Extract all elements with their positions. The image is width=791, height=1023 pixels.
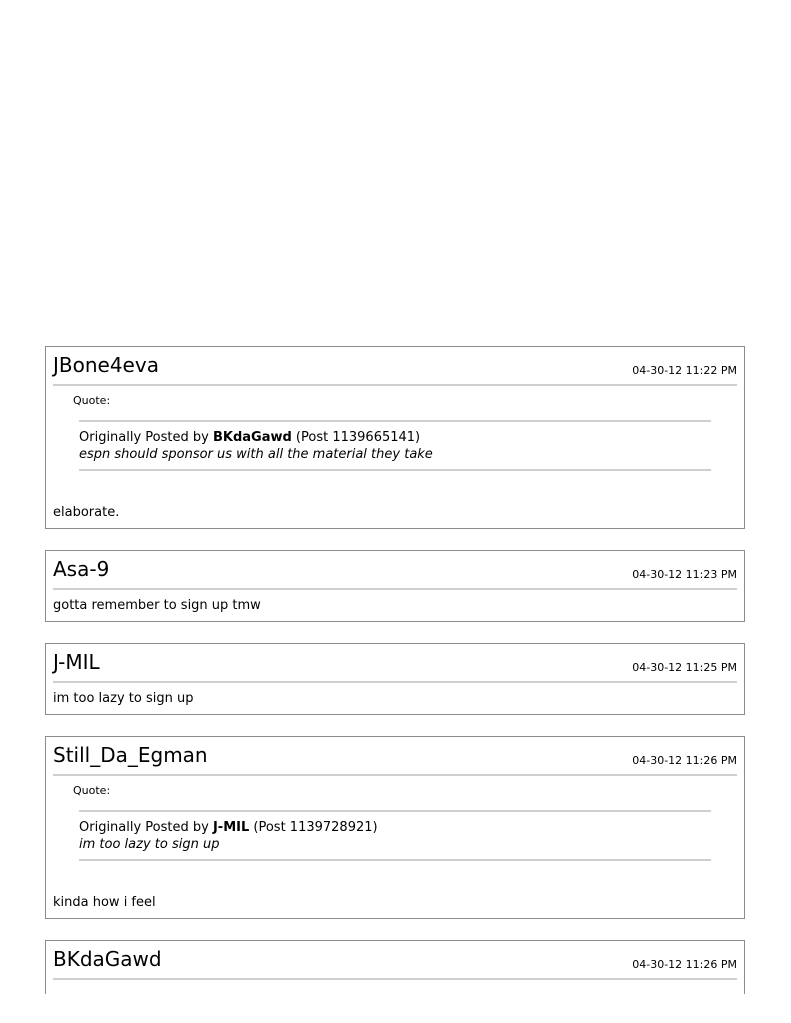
post-body (53, 386, 737, 528)
post-author: JBone4eva (53, 353, 159, 377)
post-body (53, 683, 737, 714)
post-author: Still_Da_Egman (53, 743, 208, 767)
post-body (53, 590, 737, 621)
quote-spacer (53, 471, 737, 503)
quote-block (53, 776, 737, 893)
post-date: 04-30-12 11:22 PM (632, 364, 737, 377)
post-text: im too lazy to sign up (53, 691, 194, 706)
post-date: 04-30-12 11:25 PM (632, 661, 737, 674)
post-text: gotta remember to sign up tmw (53, 598, 261, 613)
post (45, 550, 745, 622)
quote-author: BKdaGawd (212, 430, 292, 445)
quote-text: im too lazy to sign up (79, 837, 220, 852)
post (45, 346, 745, 529)
quote-prefix: Originally Posted by (79, 820, 213, 835)
quote-author: J-MIL (212, 820, 250, 835)
post-header (53, 551, 737, 590)
post-text: kinda how i feel (53, 895, 156, 910)
post-header (53, 737, 737, 776)
quote-label: Quote: (73, 784, 111, 797)
post-date: 04-30-12 11:26 PM (632, 754, 737, 767)
quote-box (79, 420, 711, 471)
quote-label: Quote: (73, 394, 111, 407)
post-author: J-MIL (53, 650, 100, 674)
post-body (53, 776, 737, 918)
quote-post-ref: (Post 1139665141) (291, 430, 421, 445)
quote-prefix: Originally Posted by (79, 430, 213, 445)
post-body (53, 980, 737, 994)
quote-box (79, 810, 711, 861)
post-header (53, 941, 737, 980)
quote-spacer (53, 861, 737, 893)
post-date: 04-30-12 11:26 PM (632, 958, 737, 971)
quote-attribution (79, 819, 711, 836)
quote-block (53, 386, 737, 503)
quote-text: espn should sponsor us with all the material they take (79, 447, 433, 462)
quote-attribution (79, 429, 711, 446)
post-author: Asa-9 (53, 557, 110, 581)
post-header (53, 644, 737, 683)
post-text: elaborate. (53, 505, 120, 520)
post (45, 736, 745, 919)
post (45, 940, 745, 994)
quote-post-ref: (Post 1139728921) (249, 820, 378, 835)
post-author: BKdaGawd (53, 947, 162, 971)
post (45, 643, 745, 715)
thread-post-list (45, 346, 745, 994)
post-date: 04-30-12 11:23 PM (632, 568, 737, 581)
post-header (53, 347, 737, 386)
